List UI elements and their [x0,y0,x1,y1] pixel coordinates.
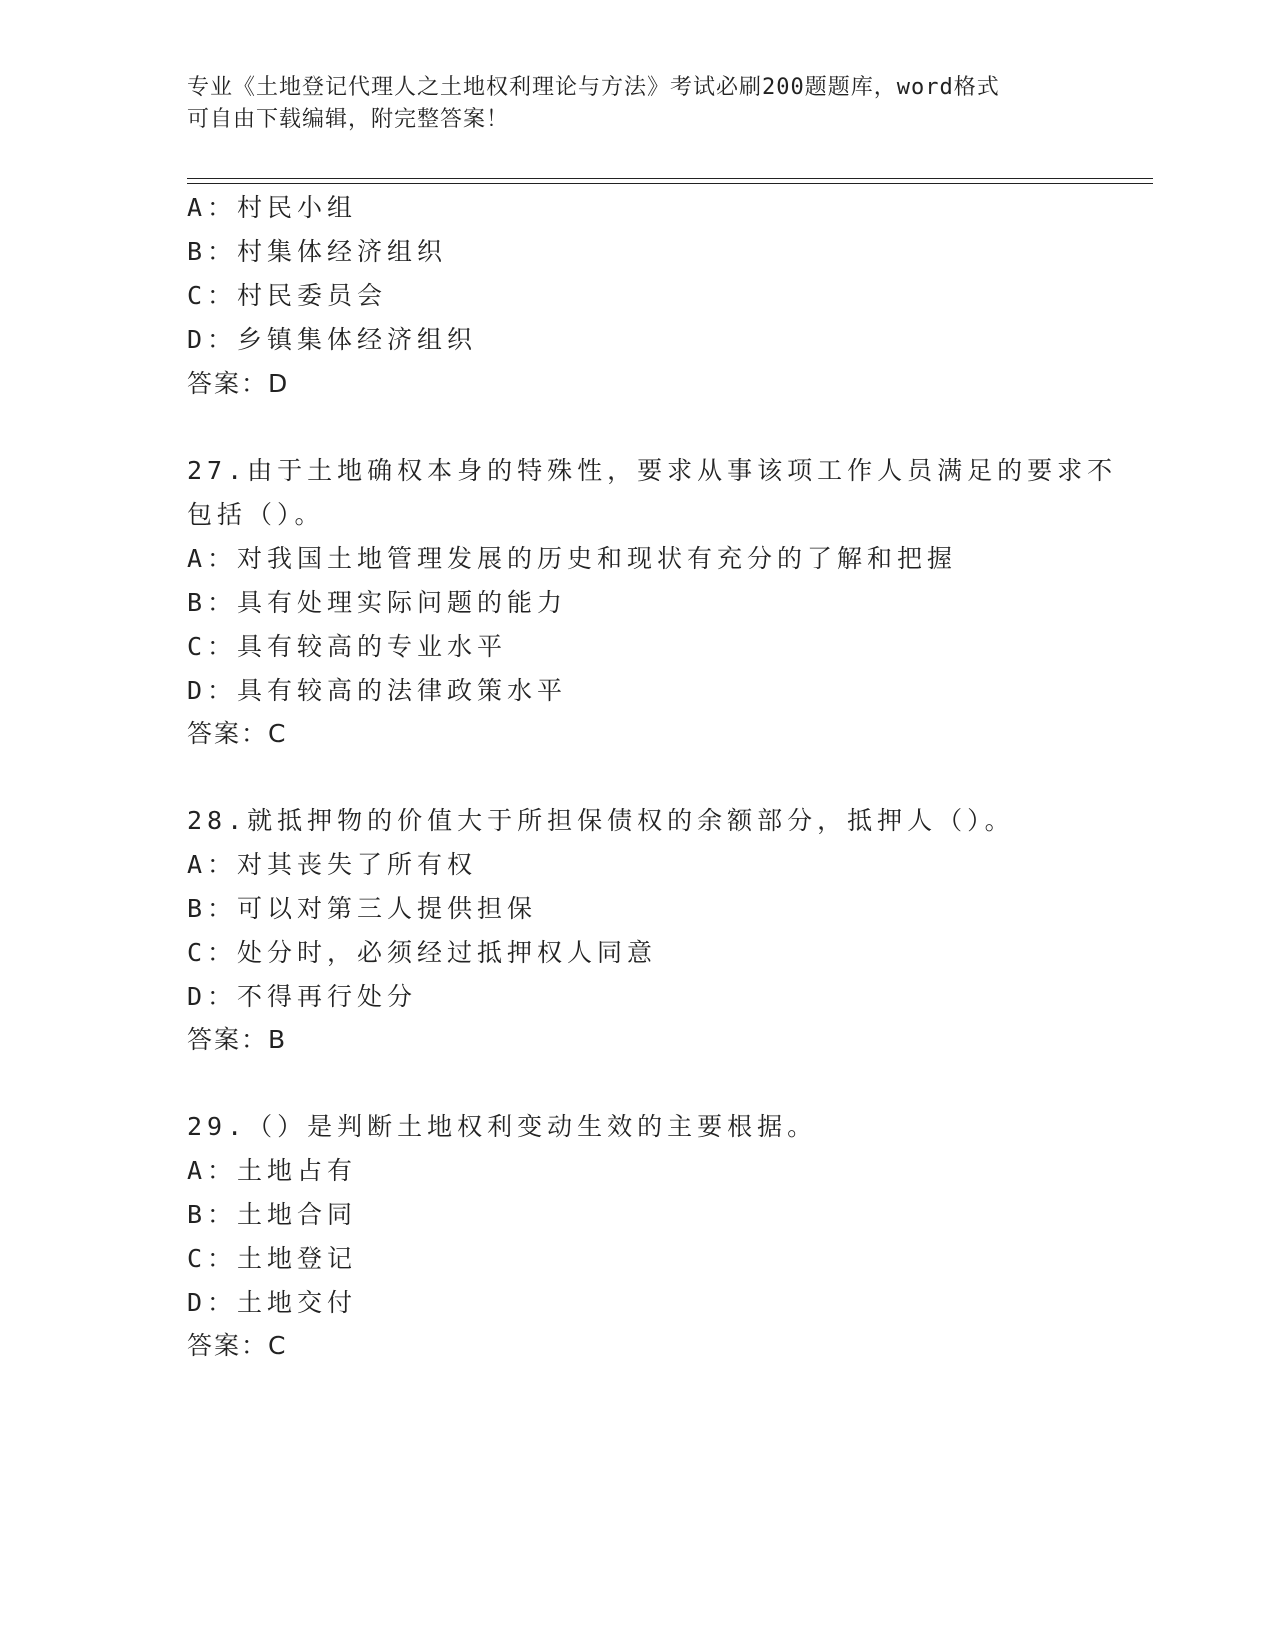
q26-option-b: B：村集体经济组织 [187,237,448,266]
q28-stem-line-1: 28.就抵押物的价值大于所担保债权的余额部分，抵押人（）。 [187,806,1015,835]
q26-option-c: C：村民委员会 [187,281,388,310]
q29-option-d: D：土地交付 [187,1288,358,1317]
q27-option-c: C：具有较高的专业水平 [187,632,508,661]
q29-option-a: A：土地占有 [187,1156,358,1185]
q26-option-a: A：村民小组 [187,193,358,222]
header-divider-bottom [187,183,1153,184]
document-header [187,72,1067,136]
q29-stem-line-1: 29.（）是判断土地权利变动生效的主要根据。 [187,1112,818,1141]
q27-stem-line-1: 27.由于土地确权本身的特殊性，要求从事该项工作人员满足的要求不 [187,456,1118,485]
header-title-line-1: 专业《土地登记代理人之土地权利理论与方法》考试必刷200题题库，word格式 [187,75,1000,100]
q29-answer: 答案：C [187,1331,288,1360]
q27-option-b: B：具有处理实际问题的能力 [187,588,568,617]
q28-option-d: D：不得再行处分 [187,982,418,1011]
q27-stem-line-2: 包括（）。 [187,500,325,529]
q28-option-b: B：可以对第三人提供担保 [187,894,538,923]
q27-option-d: D：具有较高的法律政策水平 [187,676,568,705]
q26-answer: 答案：D [187,369,290,398]
q28-option-c: C：处分时，必须经过抵押权人同意 [187,938,658,967]
q27-answer: 答案：C [187,719,288,748]
q28-option-a: A：对其丧失了所有权 [187,850,478,879]
q29-option-b: B：土地合同 [187,1200,358,1229]
header-divider-top [187,178,1153,179]
header-title-line-2: 可自由下载编辑，附完整答案！ [187,107,510,132]
q26-option-d: D：乡镇集体经济组织 [187,325,478,354]
q29-option-c: C：土地登记 [187,1244,358,1273]
q28-answer: 答案：B [187,1025,288,1054]
q27-option-a: A：对我国土地管理发展的历史和现状有充分的了解和把握 [187,544,958,573]
